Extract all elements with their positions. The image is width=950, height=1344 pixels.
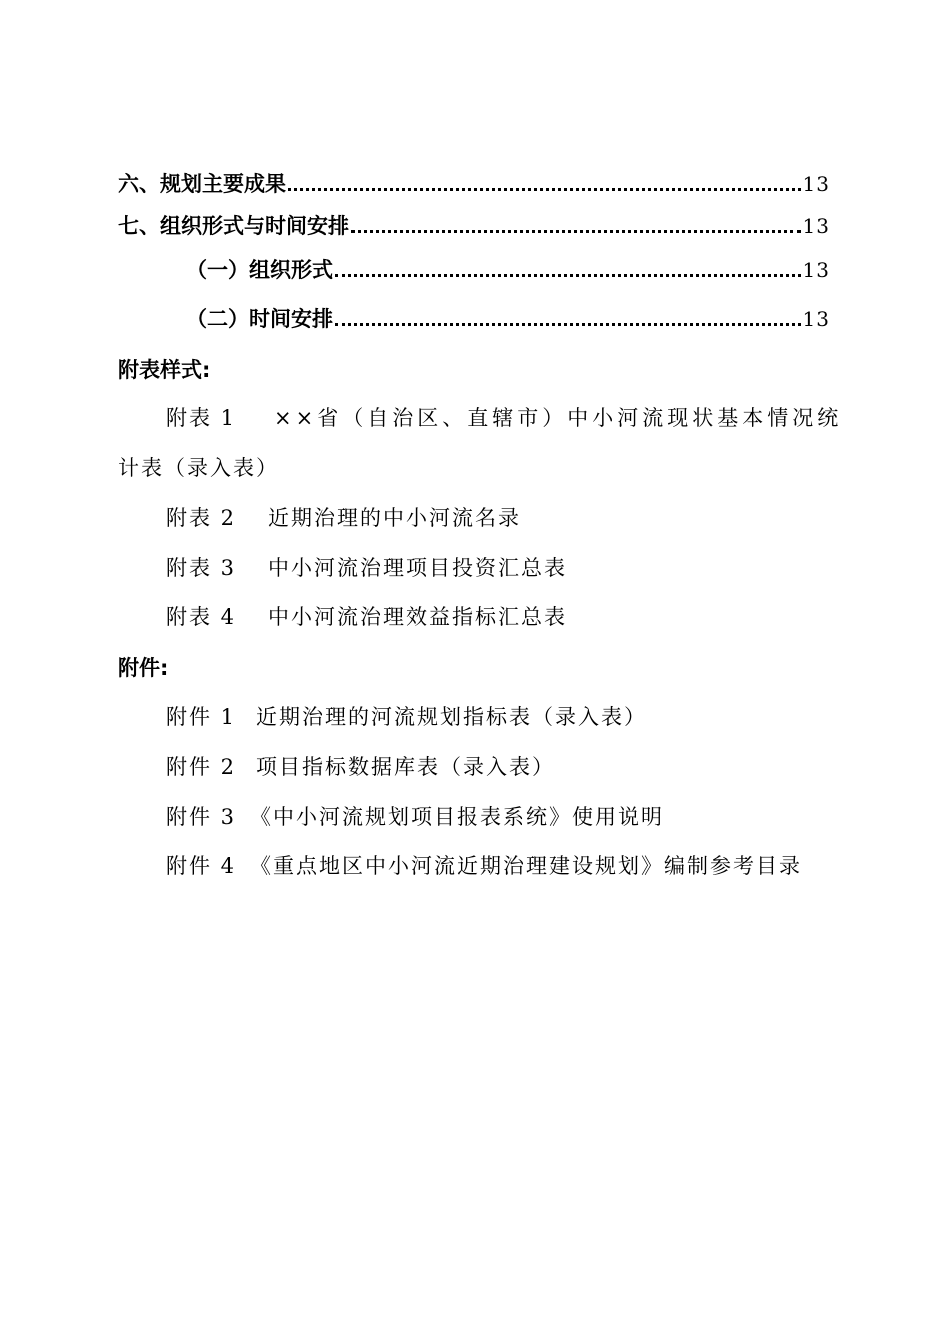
toc-entry-title: 七、组织形式与时间安排 — [118, 214, 349, 238]
appendix-table-item — [166, 552, 567, 582]
toc-subentry[interactable] — [186, 303, 830, 333]
toc-leader-dots — [335, 274, 801, 277]
appendix-table-text: 中小河流治理项目投资汇总表 — [268, 556, 567, 580]
toc-entry[interactable] — [118, 210, 830, 240]
appendix-table-item — [166, 402, 842, 432]
appendix-table-label: 附表 4 — [166, 605, 237, 629]
appendix-table-text: ××省（自治区、直辖市）中小河流现状基本情况统 — [274, 406, 843, 430]
attachment-item — [166, 850, 802, 880]
toc-leader-dots — [351, 230, 801, 233]
attachments-heading: 附件: — [118, 656, 169, 680]
appendix-table-item — [166, 601, 567, 631]
attachment-text: 《中小河流规划项目报表系统》使用说明 — [250, 805, 664, 829]
toc-entry-page: 13 — [802, 214, 830, 238]
toc-entry-page: 13 — [802, 307, 830, 331]
appendix-table-item — [166, 502, 521, 532]
appendix-table-label: 附表 1 — [166, 406, 237, 430]
attachment-label: 附件 4 — [166, 854, 237, 878]
toc-subentry[interactable] — [186, 254, 830, 284]
toc-leader-dots — [335, 323, 801, 326]
appendix-table-text: 中小河流治理效益指标汇总表 — [268, 605, 567, 629]
toc-entry-title: （一）组织形式 — [186, 258, 333, 282]
attachment-text: 项目指标数据库表（录入表） — [256, 755, 555, 779]
toc-leader-dots — [288, 188, 801, 191]
attachment-item — [166, 801, 664, 831]
attachment-label: 附件 3 — [166, 805, 237, 829]
toc-entry-page: 13 — [802, 258, 830, 282]
appendix-table-text: 近期治理的中小河流名录 — [268, 506, 521, 530]
appendix-table-label: 附表 3 — [166, 556, 237, 580]
attachment-item — [166, 751, 555, 781]
toc-entry-title: （二）时间安排 — [186, 307, 333, 331]
attachment-text: 《重点地区中小河流近期治理建设规划》编制参考目录 — [250, 854, 802, 878]
attachment-label: 附件 2 — [166, 755, 237, 779]
appendix-table-label: 附表 2 — [166, 506, 237, 530]
toc-entry[interactable] — [118, 168, 830, 198]
toc-entry-page: 13 — [802, 172, 830, 196]
attachment-text: 近期治理的河流规划指标表（录入表） — [256, 705, 647, 729]
appendix-table-continuation: 计表（录入表） — [118, 456, 279, 480]
appendix-tables-heading: 附表样式: — [118, 358, 211, 382]
attachment-label: 附件 1 — [166, 705, 237, 729]
attachment-item — [166, 701, 647, 731]
toc-entry-title: 六、规划主要成果 — [118, 172, 286, 196]
